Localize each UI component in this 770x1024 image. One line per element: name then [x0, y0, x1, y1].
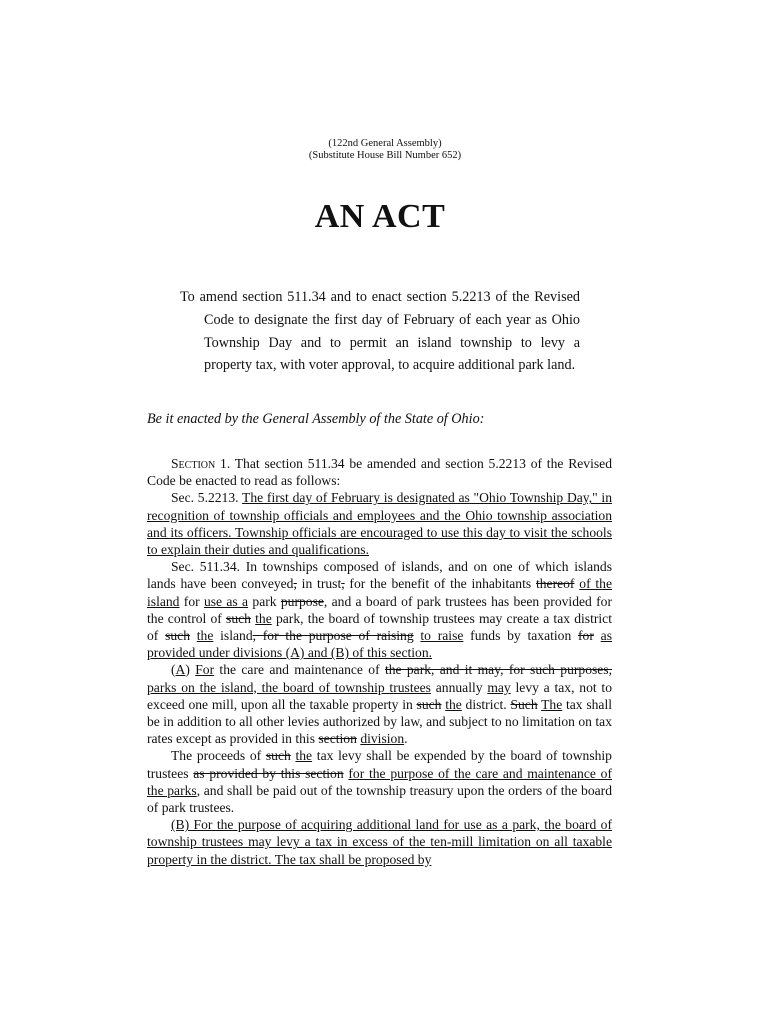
bill-header: [0, 138, 770, 162]
body-text: , and shall be paid out of the township treasury upon the orders of the board of park trustees.: [147, 782, 612, 816]
body-text: the care and maintenance of: [214, 662, 385, 678]
enacting-clause: Be it enacted by the General Assembly of the State of Ohio:: [147, 411, 485, 427]
struck-text: section: [318, 731, 357, 747]
act-body: [147, 455, 612, 868]
body-text: (: [171, 662, 176, 678]
struck-text: , for the purpose of raising: [252, 628, 414, 644]
body-text: The proceeds of: [171, 748, 266, 764]
inserted-text: the: [445, 696, 462, 712]
body-text: for: [179, 593, 204, 609]
division-a-paragraph: [147, 661, 612, 747]
body-text: park, the board of township trustees may create a tax district of: [147, 610, 612, 644]
struck-text: ,: [341, 576, 345, 592]
inserted-text: the: [295, 748, 313, 764]
inserted-text: For: [195, 662, 215, 678]
sec-5-2213-paragraph: [147, 489, 612, 558]
body-text: in trust: [296, 576, 342, 592]
sec-5-2213-lead: Sec. 5.2213.: [171, 490, 243, 506]
division-b-paragraph: [147, 816, 612, 868]
section-1-text: 1. That section 511.34 be amended and section 5.2213 of the Revised Code be enacted to read as follows:: [147, 456, 612, 489]
struck-text: as provided by this section: [193, 765, 344, 781]
body-text: [594, 628, 601, 643]
inserted-text: of the island: [147, 576, 612, 609]
struck-text: for: [578, 628, 594, 644]
sec-5-2213-text: The first day of February is designated as "Ohio Township Day," in recognition of township officials and employees and the Ohio township association and its officers. Township officials are encouraged to use this day to visit the schools to explain their duties and qualifications.: [147, 490, 612, 558]
section-1-paragraph: [147, 455, 612, 489]
body-text: island: [213, 628, 253, 644]
bill-number-line: (Substitute House Bill Number 652): [308, 150, 462, 161]
inserted-text: to raise: [420, 628, 464, 644]
body-text: , and a board of park trustees has been provided for the control of: [147, 593, 612, 626]
body-text: park: [248, 593, 281, 609]
inserted-text: for the purpose of the care and maintenance of the parks: [147, 765, 612, 798]
sec-511-34-paragraph: [147, 558, 612, 661]
body-text: annually: [430, 679, 488, 695]
body-text: for the benefit of the inhabitants: [344, 576, 536, 592]
act-title: AN ACT: [314, 198, 446, 235]
inserted-text: the: [196, 628, 214, 644]
struck-text: such: [416, 696, 442, 712]
body-text: district.: [461, 696, 511, 712]
struck-text: the park, and it may, for such purposes,: [384, 662, 612, 678]
body-text: tax levy shall be expended by the board of township trustees: [147, 748, 612, 781]
struck-text: ,: [293, 576, 297, 592]
struck-text: such: [165, 628, 191, 644]
body-text: levy a tax, not to exceed one mill, upon all the taxable property in: [147, 679, 612, 712]
struck-text: such: [226, 610, 251, 626]
proceeds-paragraph: [147, 747, 612, 816]
body-text: Sec. 511.34. In townships composed of islands, and on one of which islands lands have been conveyed: [147, 559, 612, 592]
body-text: tax shall be in addition to all other levies authorized by law, and subject to no limitation on tax rates except as provided in this: [147, 696, 612, 747]
struck-text: purpose: [280, 593, 324, 609]
inserted-text: A: [175, 662, 186, 678]
inserted-text: parks on the island, the board of township trustees: [147, 679, 431, 695]
inserted-text: (B) For the purpose of acquiring additional land for use as a park, the board of township trustees may levy a tax in excess of the ten-mill limitation on all taxable property in the district. The tax shall be proposed by: [147, 817, 612, 867]
inserted-text: may: [487, 679, 511, 695]
inserted-text: division: [360, 731, 405, 747]
act-purpose: To amend section 511.34 and to enact section 5.2213 of the Revised Code to designate the first day of February of each year as Ohio Township Day and to permit an island township to levy a property tax, with voter approval, to acquire additional park land.: [180, 289, 580, 374]
body-text: ): [185, 662, 196, 678]
body-text: funds by taxation: [463, 628, 579, 644]
assembly-line: (122nd General Assembly): [328, 138, 442, 149]
inserted-text: use as a: [203, 593, 249, 609]
body-text: .: [404, 731, 408, 747]
inserted-text: the: [255, 610, 272, 626]
body-text: [190, 628, 197, 643]
struck-text: thereof: [535, 576, 575, 592]
struck-text: such: [265, 748, 291, 764]
struck-text: Such: [510, 696, 538, 712]
section-label: Section: [171, 456, 216, 471]
inserted-text: as provided under divisions (A) and (B) of this section.: [147, 628, 612, 661]
inserted-text: The: [541, 696, 563, 712]
